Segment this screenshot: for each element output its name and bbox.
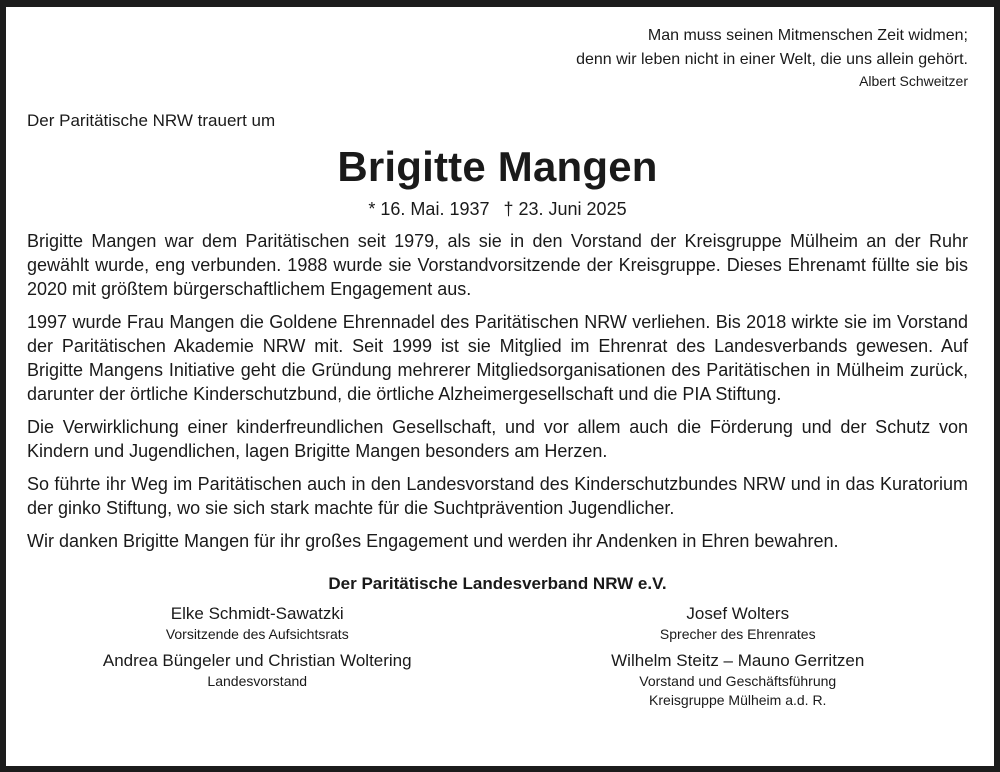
body-paragraph: Wir danken Brigitte Mangen für ihr großes Engagement und werden ihr Andenken in Ehren bewahren. <box>27 531 839 551</box>
life-dates <box>27 197 968 221</box>
signer-role: Vorstand und Geschäftsführung <box>639 673 837 689</box>
signer-role: Landesvorstand <box>207 673 308 689</box>
body-paragraph: 1997 wurde Frau Mangen die Goldene Ehrennadel des Paritätischen NRW verliehen. Bis 2018 wirkte sie im Vorstand der Paritätischen Akademie NRW mit. Seit 1999 ist sie Mitglied im Ehrenrat des Landesverbands gewesen. Auf Brigitte Mangens Initiative geht die Gründung mehrerer Mitgliedsorganisationen des Paritätischen in Mülheim zurück, darunter der örtliche Kinderschutzbund, die örtliche Alzheimergesellschaft und die PIA Stiftung. <box>27 312 968 404</box>
intro-text: Der Paritätische NRW trauert um <box>27 111 276 130</box>
signatories <box>27 603 968 716</box>
epigraph-quote <box>27 24 968 91</box>
quote-line: denn wir leben nicht in einer Welt, die uns allein gehört. <box>576 51 968 68</box>
body-paragraph: Die Verwirklichung einer kinderfreundlichen Gesellschaft, und vor allem auch die Förderung und der Schutz von Kindern und Jugendlichen, lagen Brigitte Mangen besonders am Herzen. <box>27 417 968 461</box>
signer <box>27 603 488 644</box>
signer <box>508 603 969 644</box>
quote-line: Man muss seinen Mitmenschen Zeit widmen; <box>647 27 968 44</box>
organization-name: Der Paritätische Landesverband NRW e.V. <box>328 574 667 593</box>
obituary-content <box>27 24 968 716</box>
death-date: † 23. Juni 2025 <box>503 199 627 219</box>
signer-role-group: Kreisgruppe Mülheim a.d. R. <box>649 692 827 708</box>
quote-author: Albert Schweitzer <box>859 73 968 89</box>
signer-name: Josef Wolters <box>686 604 790 623</box>
signer-name: Andrea Büngeler und Christian Woltering <box>102 651 412 670</box>
deceased-name: Brigitte Mangen <box>337 143 658 190</box>
signer <box>508 650 969 710</box>
signer <box>27 650 488 710</box>
signer-name: Elke Schmidt-Sawatzki <box>170 604 344 623</box>
signer-role: Vorsitzende des Aufsichtsrats <box>165 626 349 642</box>
body-paragraph: So führte ihr Weg im Paritätischen auch in den Landesvorstand des Kinderschutzbundes NRW und in das Kuratorium der ginko Stiftung, wo sie sich stark machte für die Suchtprävention Jugendlicher. <box>27 474 968 518</box>
signer-name: Wilhelm Steitz – Mauno Gerritzen <box>611 651 865 670</box>
birth-date: * 16. Mai. 1937 <box>368 199 490 219</box>
body-paragraph: Brigitte Mangen war dem Paritätischen seit 1979, als sie in den Vorstand der Kreisgruppe Mülheim an der Ruhr gewählt wurde, eng verbunden. 1988 wurde sie Vorstandvorsitzende der Kreisgruppe. Dieses Ehrenamt füllte sie bis 2020 mit größtem bürgerschaftlichem Engagement aus. <box>27 231 968 299</box>
obituary-body <box>27 229 968 553</box>
signer-role: Sprecher des Ehrenrates <box>659 626 816 642</box>
